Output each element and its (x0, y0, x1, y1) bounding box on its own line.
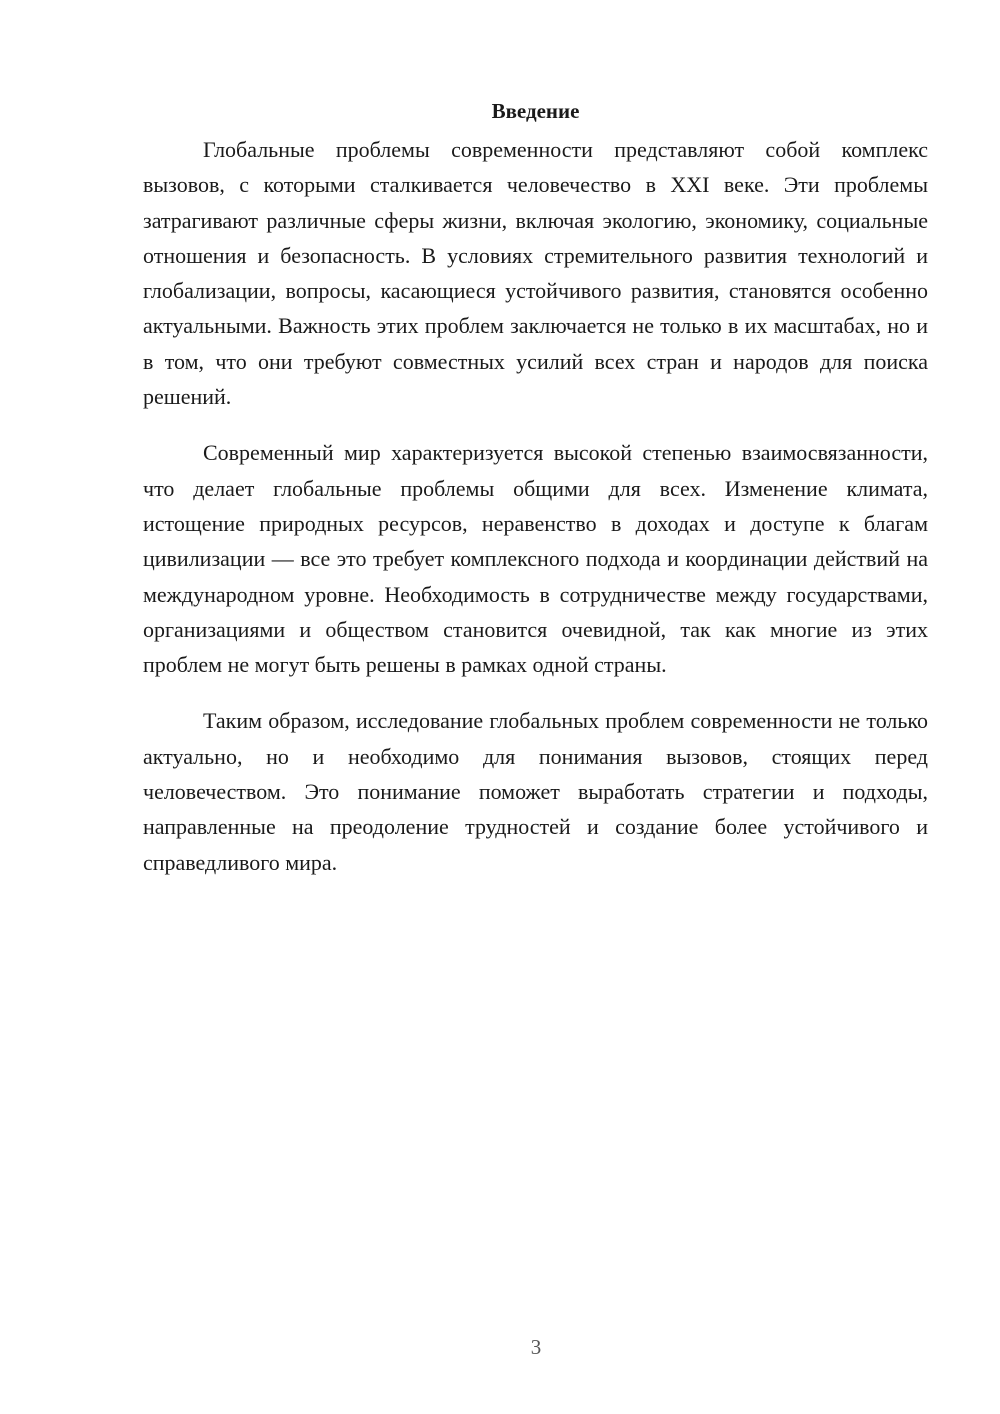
paragraph-2: Современный мир характеризуется высокой степенью взаимосвязанности, что делает глобальные проблемы общими для всех. Изменение климата, истощение природных ресурсов, неравенство в доходах и доступе к благам цивилизации — все это требует комплексного подхода и координации действий на международном уровне. Необходимость в сотрудничестве между государствами, организациями и обществом становится очевидной, так как многие из этих проблем не могут быть решены в рамках одной страны. (143, 440, 928, 678)
page-content (143, 96, 928, 880)
paragraph-1: Глобальные проблемы современности представляют собой комплекс вызовов, с которыми сталкивается человечество в XXI веке. Эти проблемы затрагивают различные сферы жизни, включая экологию, экономику, социальные отношения и безопасность. В условиях стремительного развития технологий и глобализации, вопросы, касающиеся устойчивого развития, становятся особенно актуальными. Важность этих проблем заключается не только в их масштабах, но и в том, что они требуют совместных усилий всех стран и народов для поиска решений. (143, 137, 928, 410)
paragraph-3: Таким образом, исследование глобальных проблем современности не только актуально, но и необходимо для понимания вызовов, стоящих перед человечеством. Это понимание поможет выработать стратегии и подходы, направленные на преодоление трудностей и создание более устойчивого и справедливого мира. (143, 708, 928, 875)
page-number: 3 (530, 1335, 542, 1359)
section-heading: Введение (491, 99, 580, 123)
